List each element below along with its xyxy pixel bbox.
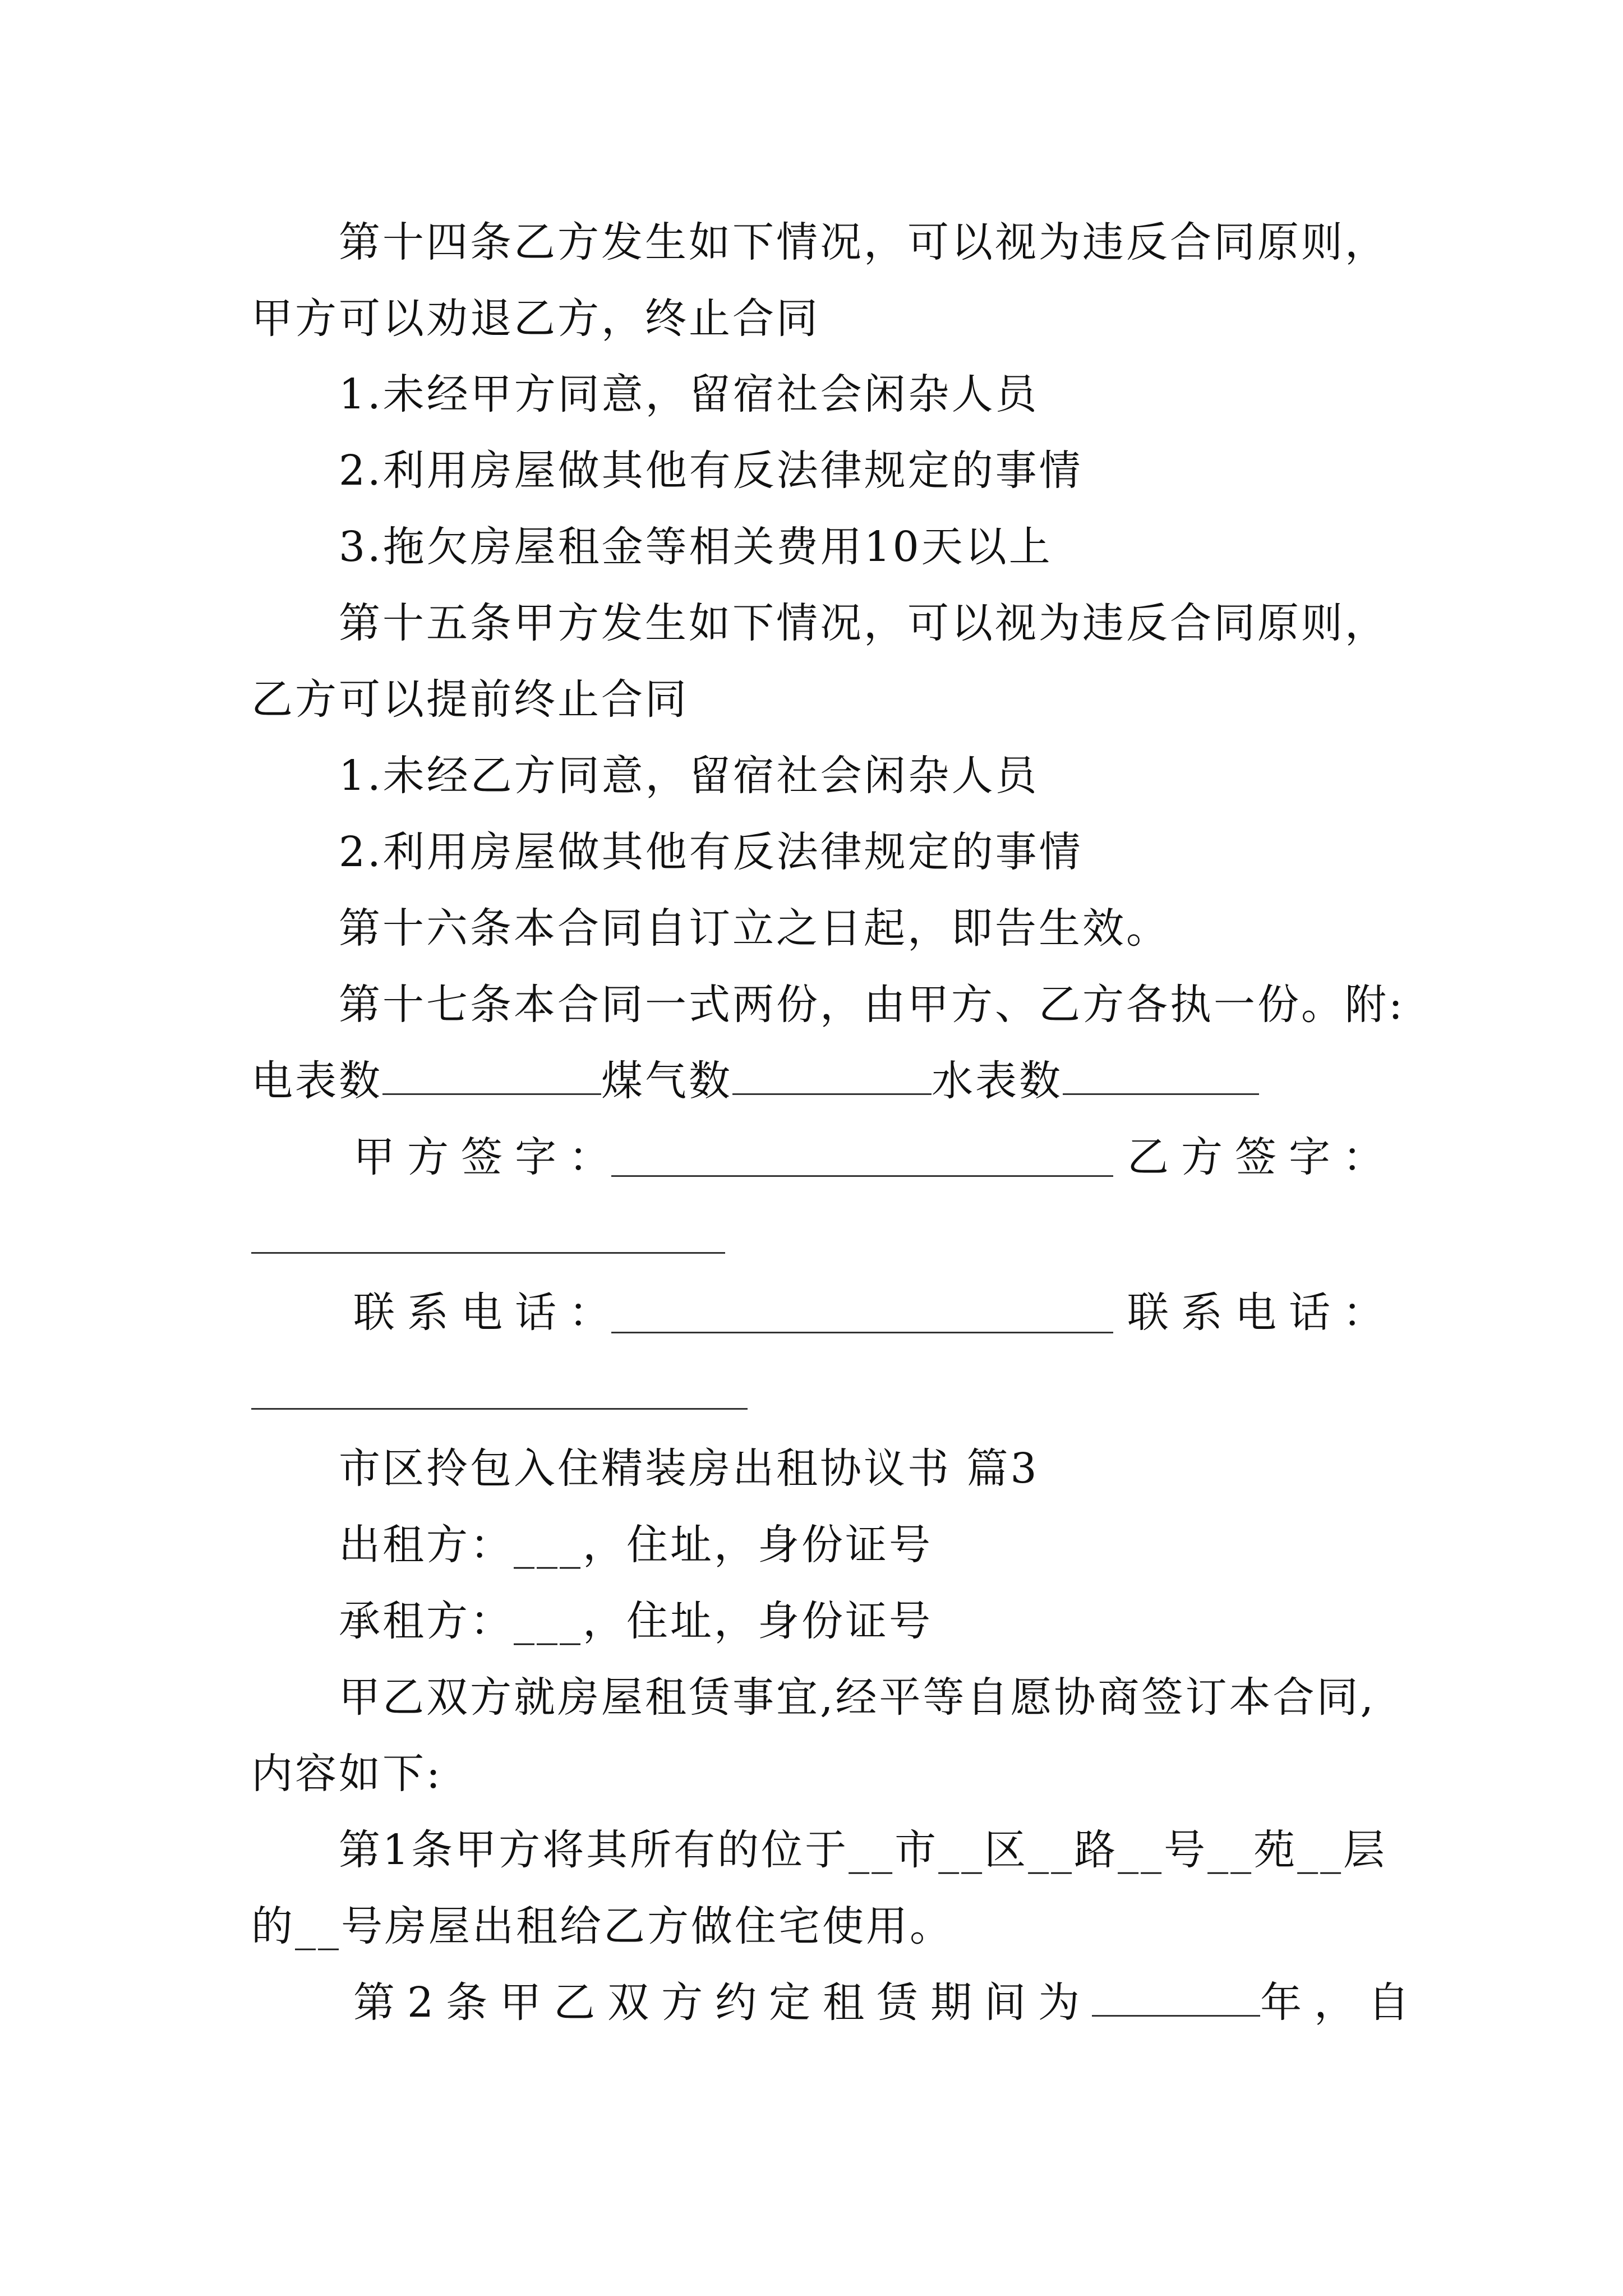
- article-16: 第十六条本合同自订立之日起，即告生效。: [339, 904, 1170, 953]
- meter-water-blank: [1063, 1054, 1259, 1095]
- article-15-line-2: 乙方可以提前终止合同: [251, 675, 689, 724]
- article-14-item-1: 1.未经甲方同意，留宿社会闲杂人员: [339, 370, 1039, 418]
- meter-electric-blank: [382, 1054, 601, 1095]
- party-a-phone-label: 联系电话：: [353, 1289, 623, 1337]
- party-b-phone-label: 联系电话：: [1127, 1289, 1396, 1337]
- lessor-line: 出租方：___，住址，身份证号: [339, 1521, 933, 1569]
- party-b-signature-line: [251, 1252, 725, 1254]
- article-14-line-1: 第十四条乙方发生如下情况，可以视为违反合同原则，: [339, 218, 1389, 266]
- meter-water-label: 水表数: [932, 1057, 1063, 1105]
- party-b-signature-label: 乙方签字：: [1127, 1133, 1396, 1181]
- meter-gas-label: 煤气数: [601, 1057, 732, 1105]
- party-b-phone-line: [251, 1408, 748, 1410]
- article-14-item-3: 3.拖欠房屋租金等相关费用10天以上: [339, 523, 1053, 571]
- article-1-line-2: 的__号房屋出租给乙方做住宅使用。: [251, 1902, 953, 1950]
- meter-readings: [0, 1054, 1623, 1108]
- article-15-item-1: 1.未经乙方同意，留宿社会闲杂人员: [339, 752, 1039, 800]
- section-title: 市区拎包入住精装房出租协议书 篇3: [339, 1444, 1039, 1493]
- article-2-text: 第2条甲乙双方约定租赁期间为: [353, 1978, 1092, 2027]
- intro-line-2: 内容如下:: [251, 1750, 442, 1798]
- article-2-line: [0, 1976, 1623, 2030]
- party-a-phone-line: [611, 1332, 1113, 1333]
- party-a-signature-line: [611, 1175, 1113, 1177]
- article-15-item-2: 2.利用房屋做其他有反法律规定的事情: [339, 828, 1083, 876]
- article-17: 第十七条本合同一式两份，由甲方、乙方各执一份。附:: [339, 981, 1405, 1029]
- article-15-line-1: 第十五条甲方发生如下情况，可以视为违反合同原则，: [339, 599, 1389, 647]
- article-2-years-blank: [1092, 1976, 1260, 2017]
- article-1-line-1: 第1条甲方将其所有的位于__市__区__路__号__苑__层: [339, 1826, 1387, 1874]
- article-2-text-end: 年，自: [1260, 1978, 1422, 2027]
- lessee-line: 承租方：___，住址，身份证号: [339, 1597, 933, 1645]
- article-14-line-2: 甲方可以劝退乙方，终止合同: [251, 295, 820, 343]
- party-a-signature-label: 甲方签字：: [353, 1133, 623, 1181]
- article-14-item-2: 2.利用房屋做其他有反法律规定的事情: [339, 447, 1083, 495]
- meter-electric-label: 电表数: [251, 1057, 382, 1105]
- meter-gas-blank: [732, 1054, 932, 1095]
- intro-line-1: 甲乙双方就房屋租赁事宜,经平等自愿协商签订本合同,: [339, 1673, 1376, 1722]
